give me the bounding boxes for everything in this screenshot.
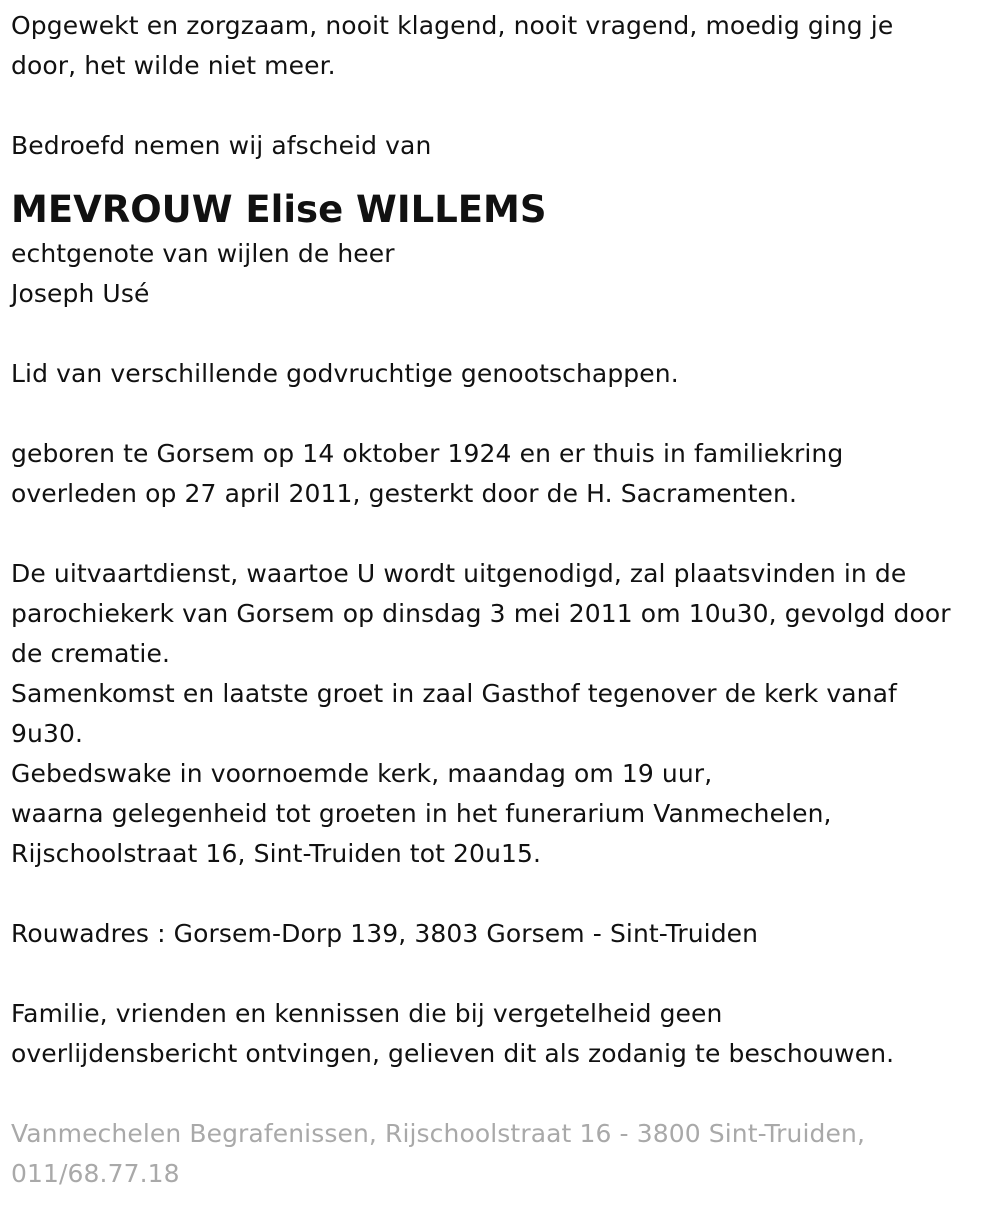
funeral-home-phone: 011/68.77.18 (11, 1159, 180, 1188)
notice-line-2: overlijdensbericht ontvingen, gelieven dit als zodanig te beschouwen. (11, 1039, 895, 1068)
service-line-8: Rijschoolstraat 16, Sint-Truiden tot 20u15. (11, 839, 542, 868)
service-line-2: parochiekerk van Gorsem op dinsdag 3 mei 2011 om 10u30, gevolgd door (11, 599, 951, 628)
service-line-1: De uitvaartdienst, waartoe U wordt uitgenodigd, zal plaatsvinden in de (11, 559, 907, 588)
spacer (11, 514, 996, 554)
membership-text: Lid van verschillende godvruchtige genootschappen. (11, 359, 679, 388)
service-line-6: Gebedswake in voornoemde kerk, maandag om 19 uur, (11, 759, 713, 788)
intro-line-2: door, het wilde niet meer. (11, 51, 336, 80)
spacer (11, 1074, 996, 1114)
service-line-7: waarna gelegenheid tot groeten in het funerarium Vanmechelen, (11, 799, 832, 828)
service-line-5: 9u30. (11, 719, 84, 748)
spacer (11, 874, 996, 914)
deceased-name: MEVROUW Elise WILLEMS (11, 188, 547, 231)
spacer (11, 86, 996, 126)
spacer (11, 954, 996, 994)
spouse-line-2: Joseph Usé (11, 279, 150, 308)
mourning-address: Rouwadres : Gorsem-Dorp 139, 3803 Gorsem - Sint-Truiden (11, 919, 759, 948)
farewell-text: Bedroefd nemen wij afscheid van (11, 131, 432, 160)
death-line: overleden op 27 april 2011, gesterkt door de H. Sacramenten. (11, 479, 797, 508)
service-line-4: Samenkomst en laatste groet in zaal Gasthof tegenover de kerk vanaf (11, 679, 897, 708)
birth-line: geboren te Gorsem op 14 oktober 1924 en er thuis in familiekring (11, 439, 844, 468)
spacer (11, 394, 996, 434)
spouse-line-1: echtgenote van wijlen de heer (11, 239, 395, 268)
intro-line-1: Opgewekt en zorgzaam, nooit klagend, nooit vragend, moedig ging je (11, 11, 894, 40)
spacer (11, 314, 996, 354)
service-line-3: de crematie. (11, 639, 171, 668)
funeral-home-line-1: Vanmechelen Begrafenissen, Rijschoolstraat 16 - 3800 Sint-Truiden, (11, 1119, 865, 1148)
obituary-document (11, 0, 996, 1194)
notice-line-1: Familie, vrienden en kennissen die bij vergetelheid geen (11, 999, 723, 1028)
